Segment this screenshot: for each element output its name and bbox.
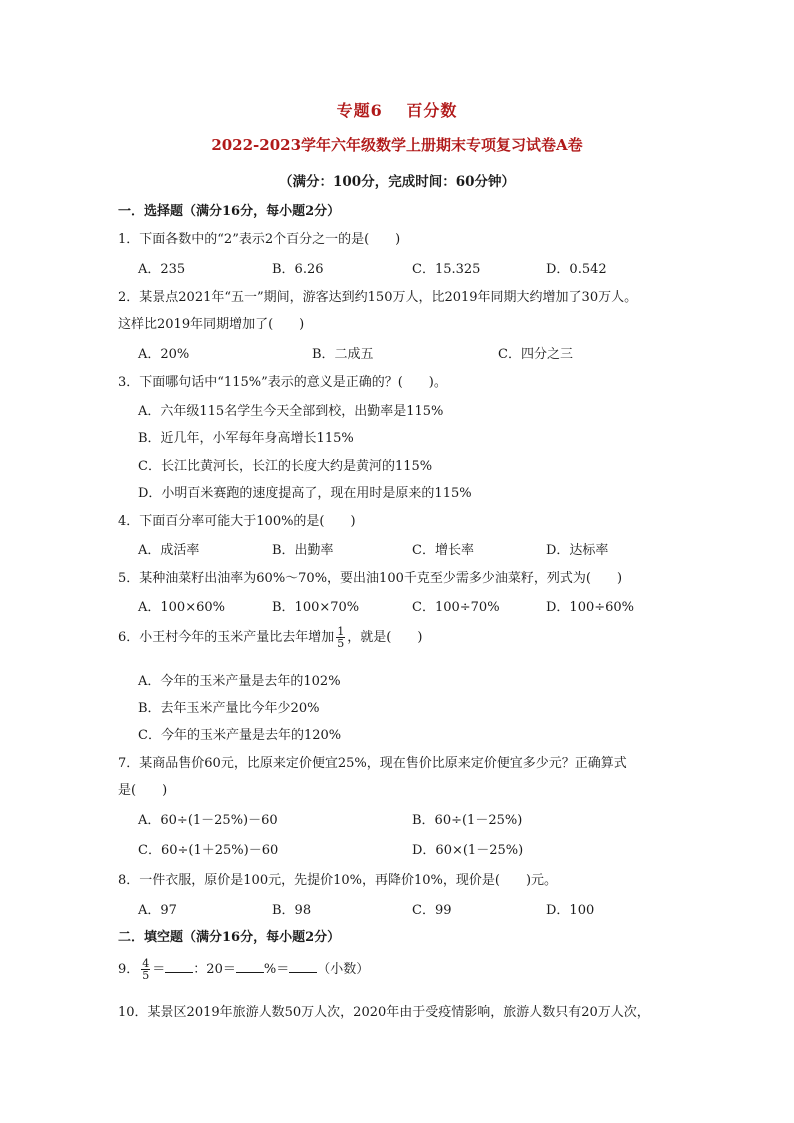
q9-blank-3[interactable] — [289, 960, 317, 973]
q6-suffix: ，就是( ) — [347, 630, 423, 645]
q3-option-a: A．六年级115名学生今天全部到校，出勤率是115% — [138, 404, 444, 419]
q6-frac-num: 1 — [337, 625, 345, 638]
q1-option-c: C．15.325 — [412, 262, 481, 277]
q7-option-a: A．60÷(1－25%)－60 — [138, 813, 278, 828]
q7-option-c: C．60÷(1＋25%)－60 — [138, 843, 279, 858]
q8-option-d: D．100 — [546, 903, 595, 918]
question-1: 1．下面各数中的“2”表示2个百分之一的是( ) — [118, 232, 401, 247]
q9-blank-2[interactable] — [236, 960, 264, 973]
topic-title: 专题6 百分数 — [336, 101, 458, 120]
question-10: 10．某景区2019年旅游人数50万人次，2020年由于受疫情影响，旅游人数只有20万人次， — [118, 1005, 650, 1020]
q7-option-d: D．60×(1－25%) — [412, 843, 524, 858]
question-6 — [118, 626, 422, 649]
q3-option-d: D．小明百米赛跑的速度提高了，现在用时是原来的115% — [138, 486, 472, 501]
q9-decimal-note: （小数） — [317, 962, 370, 977]
question-4: 4．下面百分率可能大于100%的是( ) — [118, 514, 356, 529]
question-3: 3．下面哪句话中“115%”表示的意义是正确的？( )。 — [118, 375, 447, 390]
question-5: 5．某种油菜籽出油率为60%～70%，要出油100千克至少需多少油菜籽，列式为( ) — [118, 571, 623, 586]
q9-frac-num: 4 — [142, 957, 150, 970]
q8-option-b: B．98 — [272, 903, 312, 918]
q1-option-d: D．0.542 — [546, 262, 607, 277]
section-choice-heading: 一．选择题（满分16分，每小题2分） — [118, 204, 341, 219]
q9-fraction — [141, 958, 150, 981]
question-2-line1: 2．某景点2021年“五一”期间，游客达到约150万人，比2019年同期大约增加了30万人。 — [118, 290, 638, 305]
question-7-line1: 7．某商品售价60元，比原来定价便宜25%，现在售价比原来定价便宜多少元？正确算式 — [118, 756, 627, 771]
q9-percent: %＝ — [263, 962, 290, 977]
q9-ratio: ：20＝ — [193, 962, 236, 977]
q9-blank-1[interactable] — [165, 960, 193, 973]
q1-option-a: A．235 — [138, 262, 186, 277]
q6-frac-den: 5 — [337, 637, 345, 650]
q6-option-a: A．今年的玉米产量是去年的102% — [138, 674, 341, 689]
question-7-line2: 是( ) — [118, 783, 168, 798]
q4-option-b: B．出勤率 — [272, 543, 334, 558]
q8-option-c: C．99 — [412, 903, 452, 918]
q5-option-a: A．100×60% — [138, 600, 225, 615]
q9-prefix: 9． — [118, 962, 140, 977]
question-8: 8．一件衣服，原价是100元，先提价10%，再降价10%，现价是( )元。 — [118, 873, 558, 888]
q6-option-b: B．去年玉米产量比今年少20% — [138, 701, 320, 716]
q7-option-b: B．60÷(1－25%) — [412, 813, 523, 828]
q2-option-a: A．20% — [138, 347, 190, 362]
q4-option-c: C．增长率 — [412, 543, 474, 558]
q4-option-a: A．成活率 — [138, 543, 200, 558]
q2-option-b: B．二成五 — [312, 347, 374, 362]
q6-fraction — [336, 626, 345, 649]
q5-option-b: B．100×70% — [272, 600, 360, 615]
q2-option-c: C．四分之三 — [498, 347, 573, 362]
exam-title: 2022-2023学年六年级数学上册期末专项复习试卷A卷 — [211, 136, 583, 154]
section-fill-heading: 二．填空题（满分16分，每小题2分） — [118, 930, 341, 945]
question-9 — [118, 958, 369, 981]
q8-option-a: A．97 — [138, 903, 177, 918]
q1-option-b: B．6.26 — [272, 262, 324, 277]
q9-frac-den: 5 — [142, 969, 150, 982]
question-2-line2: 这样比2019年同期增加了( ) — [118, 317, 305, 332]
exam-info: （满分：100分，完成时间：60分钟） — [279, 174, 515, 190]
q9-eq1: ＝ — [152, 962, 166, 977]
q3-option-b: B．近几年，小军每年身高增长115% — [138, 431, 354, 446]
q3-option-c: C．长江比黄河长，长江的长度大约是黄河的115% — [138, 459, 433, 474]
q5-option-c: C．100÷70% — [412, 600, 500, 615]
q6-option-c: C．今年的玉米产量是去年的120% — [138, 728, 342, 743]
q4-option-d: D．达标率 — [546, 543, 609, 558]
q6-prefix: 6．小王村今年的玉米产量比去年增加 — [118, 630, 335, 645]
q5-option-d: D．100÷60% — [546, 600, 635, 615]
